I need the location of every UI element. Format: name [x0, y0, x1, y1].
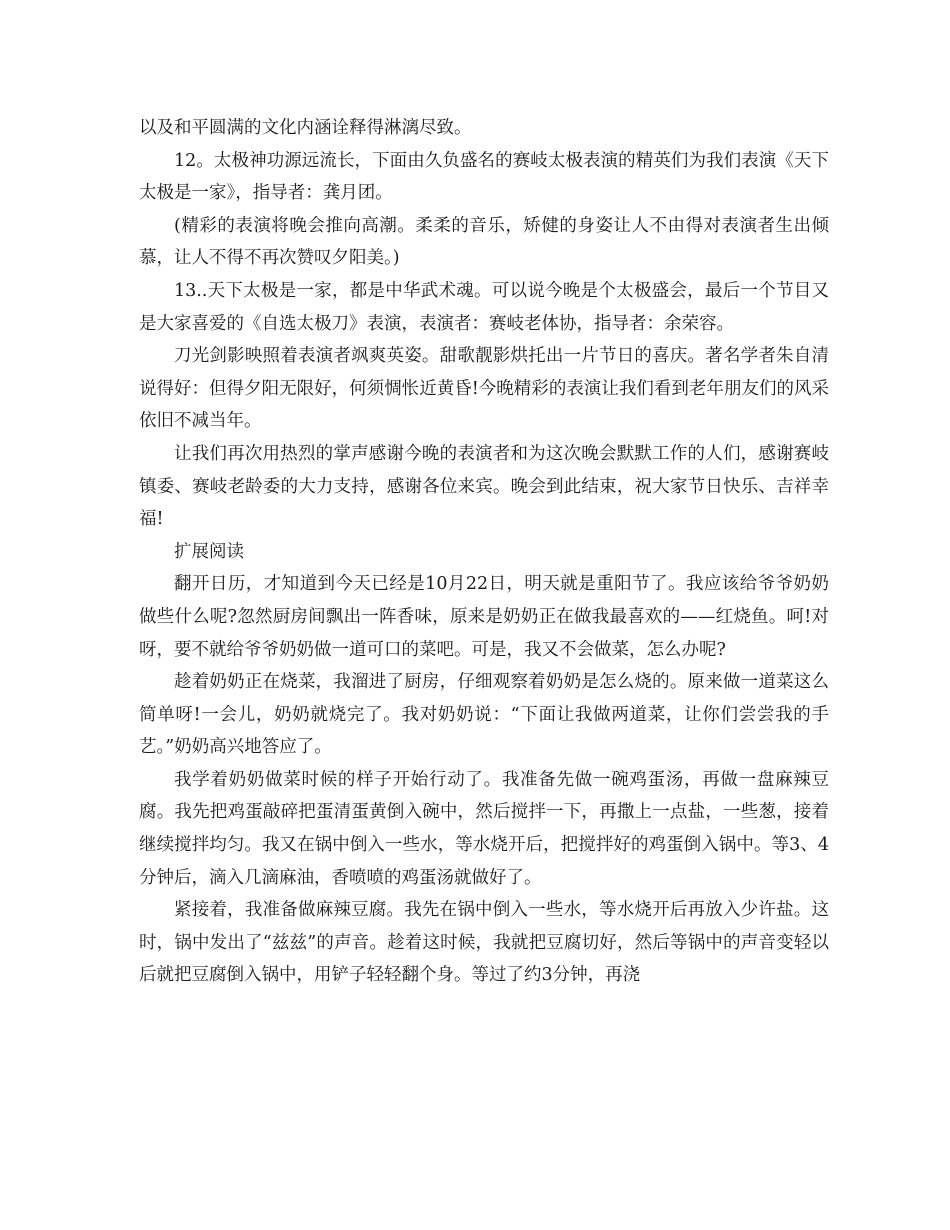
paragraph-7: 翻开日历，才知道到今天已经是10月22日，明天就是重阳节了。我应该给爷爷奶奶做些什么呢?忽然厨房间飘出一阵香味，原来是奶奶正在做我最喜欢的——红烧鱼。呵!对呀，要不就给爷爷奶奶做一道可口的菜吧。可是，我又不会做菜，怎么办呢?	[139, 574, 829, 660]
paragraph-5: 刀光剑影映照着表演者飒爽英姿。甜歌靓影烘托出一片节日的喜庆。著名学者朱自清说得好：但得夕阳无限好，何须惆怅近黄昏!今晚精彩的表演让我们看到老年朋友们的风采依旧不减当年。	[139, 346, 829, 432]
paragraph-9: 我学着奶奶做菜时候的样子开始行动了。我准备先做一碗鸡蛋汤，再做一盘麻辣豆腐。我先把鸡蛋敲碎把蛋清蛋黄倒入碗中，然后搅拌一下，再撒上一点盐，一些葱，接着继续搅拌均匀。我又在锅中倒入一些水，等水烧开后，把搅拌好的鸡蛋倒入锅中。等3、4分钟后，滴入几滴麻油，香喷喷的鸡蛋汤就做好了。	[139, 769, 829, 888]
paragraph-10: 紧接着，我准备做麻辣豆腐。我先在锅中倒入一些水，等水烧开后再放入少许盐。这时，锅中发出了“兹兹”的声音。趁着这时候，我就把豆腐切好，然后等锅中的声音变轻以后就把豆腐倒入锅中，用铲子轻轻翻个身。等过了约3分钟，再浇	[139, 900, 829, 986]
document-body	[139, 112, 829, 992]
paragraph-3: (精彩的表演将晚会推向高潮。柔柔的音乐，矫健的身姿让人不由得对表演者生出倾慕，让人不得不再次赞叹夕阳美。)	[139, 215, 829, 269]
paragraph-1: 以及和平圆满的文化内涵诠释得淋漓尽致。	[139, 118, 472, 138]
paragraph-4: 13..天下太极是一家，都是中华武术魂。可以说今晚是个太极盛会，最后一个节目又是大家喜爱的《自选太极刀》表演，表演者：赛岐老体协，指导者：余荣容。	[139, 280, 829, 334]
paragraph-2: 12。太极神功源远流长，下面由久负盛名的赛岐太极表演的精英们为我们表演《天下太极是一家》，指导者：龚月团。	[139, 150, 829, 204]
section-heading-extended-reading: 扩展阅读	[174, 541, 244, 562]
paragraph-8: 趁着奶奶正在烧菜，我溜进了厨房，仔细观察着奶奶是怎么烧的。原来做一道菜这么简单呀!一会儿，奶奶就烧完了。我对奶奶说：“下面让我做两道菜，让你们尝尝我的手艺。”奶奶高兴地答应了。	[139, 672, 829, 758]
paragraph-6: 让我们再次用热烈的掌声感谢今晚的表演者和为这次晚会默默工作的人们，感谢赛岐镇委、赛岐老龄委的大力支持，感谢各位来宾。晚会到此结束，祝大家节日快乐、吉祥幸福!	[139, 443, 829, 530]
